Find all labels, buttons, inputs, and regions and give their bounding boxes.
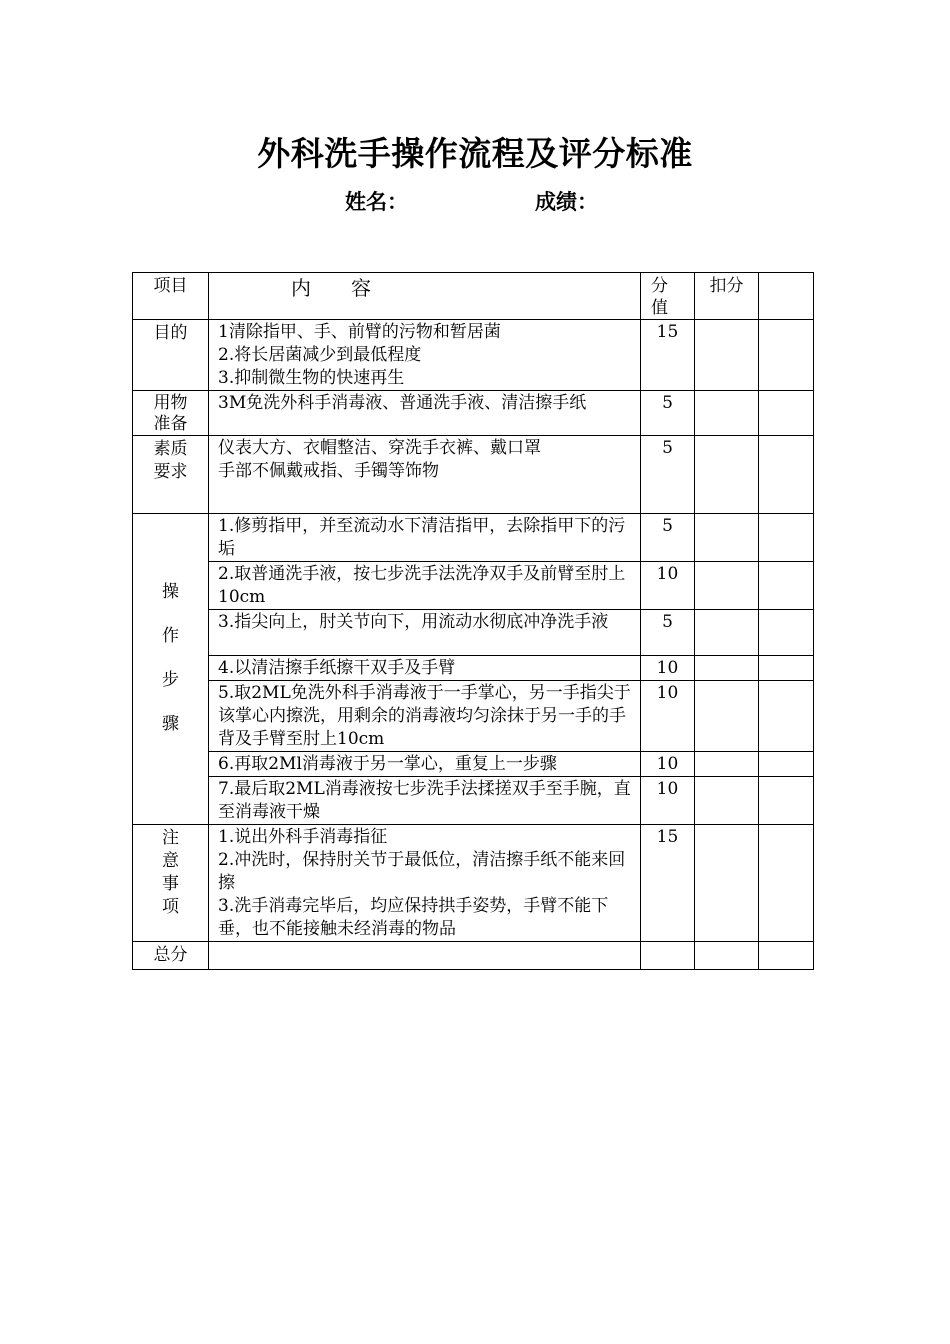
score-label: 成绩： (535, 190, 598, 214)
quality-score: 5 (641, 436, 695, 514)
quality-label-line1: 素质 (153, 439, 188, 459)
purpose-label: 目的 (133, 320, 209, 391)
step-4-score: 10 (641, 656, 695, 681)
header-content-label: 内 容 (291, 276, 371, 300)
step-7-text: 7.最后取2ML消毒液按七步洗手法揉搓双手至手腕，直至消毒液干燥 (209, 777, 641, 825)
step-2-deduct (695, 562, 759, 610)
step-row-3 (133, 610, 814, 656)
step-1-deduct (695, 514, 759, 562)
total-score (641, 942, 695, 970)
step-row-5 (133, 681, 814, 752)
supplies-content: 3M免洗外科手消毒液、普通洗手液、清洁擦手纸 (209, 391, 641, 436)
purpose-score: 15 (641, 320, 695, 391)
steps-char-3: 步 (162, 670, 179, 690)
step-7-extra (759, 777, 814, 825)
step-5-text: 5.取2ML免洗外科手消毒液于一手掌心，另一手指尖于该掌心内擦洗，用剩余的消毒液均匀涂抹于另一手的手背及手臂至肘上10cm (209, 681, 641, 752)
header-row (133, 273, 814, 320)
header-deduct: 扣分 (695, 273, 759, 320)
notes-score: 15 (641, 825, 695, 942)
header-score-line1: 分 (651, 276, 668, 296)
purpose-line-3: 3.抑制微生物的快速再生 (218, 368, 405, 388)
notes-char-1: 注 (162, 828, 179, 848)
name-label: 姓名： (345, 190, 408, 214)
step-3-text: 3.指尖向上，肘关节向下，用流动水彻底冲净洗手液 (209, 610, 641, 656)
notes-label-chars (133, 827, 208, 919)
step-7-deduct (695, 777, 759, 825)
step-2-score: 10 (641, 562, 695, 610)
step-row-6 (133, 752, 814, 777)
step-4-deduct (695, 656, 759, 681)
step-2-extra (759, 562, 814, 610)
notes-content (209, 825, 641, 942)
step-4-extra (759, 656, 814, 681)
purpose-line-1: 1清除指甲、手、前臂的污物和暂居菌 (218, 322, 501, 342)
supplies-extra (759, 391, 814, 436)
purpose-deduct (695, 320, 759, 391)
step-6-deduct (695, 752, 759, 777)
steps-char-4: 骤 (162, 714, 179, 734)
purpose-row (133, 320, 814, 391)
supplies-score: 5 (641, 391, 695, 436)
notes-deduct (695, 825, 759, 942)
step-6-text: 6.再取2Ml消毒液于另一掌心，重复上一步骤 (209, 752, 641, 777)
purpose-content (209, 320, 641, 391)
step-6-extra (759, 752, 814, 777)
purpose-extra (759, 320, 814, 391)
step-3-extra (759, 610, 814, 656)
notes-line-2: 2.冲洗时，保持肘关节于最低位，清洁擦手纸不能来回擦 (218, 850, 626, 893)
total-content (209, 942, 641, 970)
notes-line-1: 1.说出外科手消毒指征 (218, 827, 388, 847)
quality-content (209, 436, 641, 514)
total-deduct (695, 942, 759, 970)
step-5-score: 10 (641, 681, 695, 752)
notes-char-4: 项 (162, 897, 179, 917)
supplies-label-line1: 用物 (153, 393, 188, 413)
quality-extra (759, 436, 814, 514)
total-label: 总分 (133, 942, 209, 970)
header-score (641, 273, 695, 320)
quality-label-line2: 要求 (153, 462, 188, 482)
supplies-row (133, 391, 814, 436)
header-extra (759, 273, 814, 320)
notes-char-3: 事 (162, 874, 179, 894)
notes-line-3: 3.洗手消毒完毕后，均应保持拱手姿势，手臂不能下垂，也不能接触未经消毒的物品 (218, 896, 609, 939)
step-5-extra (759, 681, 814, 752)
step-3-score: 5 (641, 610, 695, 656)
total-extra (759, 942, 814, 970)
notes-row (133, 825, 814, 942)
supplies-deduct (695, 391, 759, 436)
step-row-2 (133, 562, 814, 610)
notes-extra (759, 825, 814, 942)
steps-label-chars (133, 581, 208, 735)
supplies-label (133, 391, 209, 436)
steps-label (133, 514, 209, 825)
step-4-text: 4.以清洁擦手纸擦干双手及手臂 (209, 656, 641, 681)
quality-line-2: 手部不佩戴戒指、手镯等饰物 (218, 461, 439, 481)
step-2-text: 2.取普通洗手液，按七步洗手法洗净双手及前臂至肘上10cm (209, 562, 641, 610)
notes-char-2: 意 (162, 851, 179, 871)
step-7-score: 10 (641, 777, 695, 825)
header-content (209, 273, 641, 320)
quality-label (133, 436, 209, 514)
quality-line-1: 仪表大方、衣帽整洁、穿洗手衣裤、戴口罩 (218, 438, 541, 458)
header-score-line2: 值 (651, 298, 668, 318)
quality-row (133, 436, 814, 514)
purpose-line-2: 2.将长居菌减少到最低程度 (218, 345, 422, 365)
step-1-score: 5 (641, 514, 695, 562)
document-title: 外科洗手操作流程及评分标准 (257, 134, 693, 173)
step-row-4 (133, 656, 814, 681)
step-3-deduct (695, 610, 759, 656)
step-1-text: 1.修剪指甲，并至流动水下清洁指甲，去除指甲下的污垢 (209, 514, 641, 562)
scoring-table (132, 272, 814, 970)
step-6-score: 10 (641, 752, 695, 777)
supplies-label-line2: 准备 (153, 414, 188, 434)
header-item: 项目 (133, 273, 209, 320)
step-1-extra (759, 514, 814, 562)
step-5-deduct (695, 681, 759, 752)
subtitle-row (345, 186, 598, 216)
steps-char-2: 作 (162, 626, 179, 646)
quality-deduct (695, 436, 759, 514)
notes-label (133, 825, 209, 942)
step-row-7 (133, 777, 814, 825)
steps-char-1: 操 (162, 582, 179, 602)
total-row (133, 942, 814, 970)
step-row-1 (133, 514, 814, 562)
